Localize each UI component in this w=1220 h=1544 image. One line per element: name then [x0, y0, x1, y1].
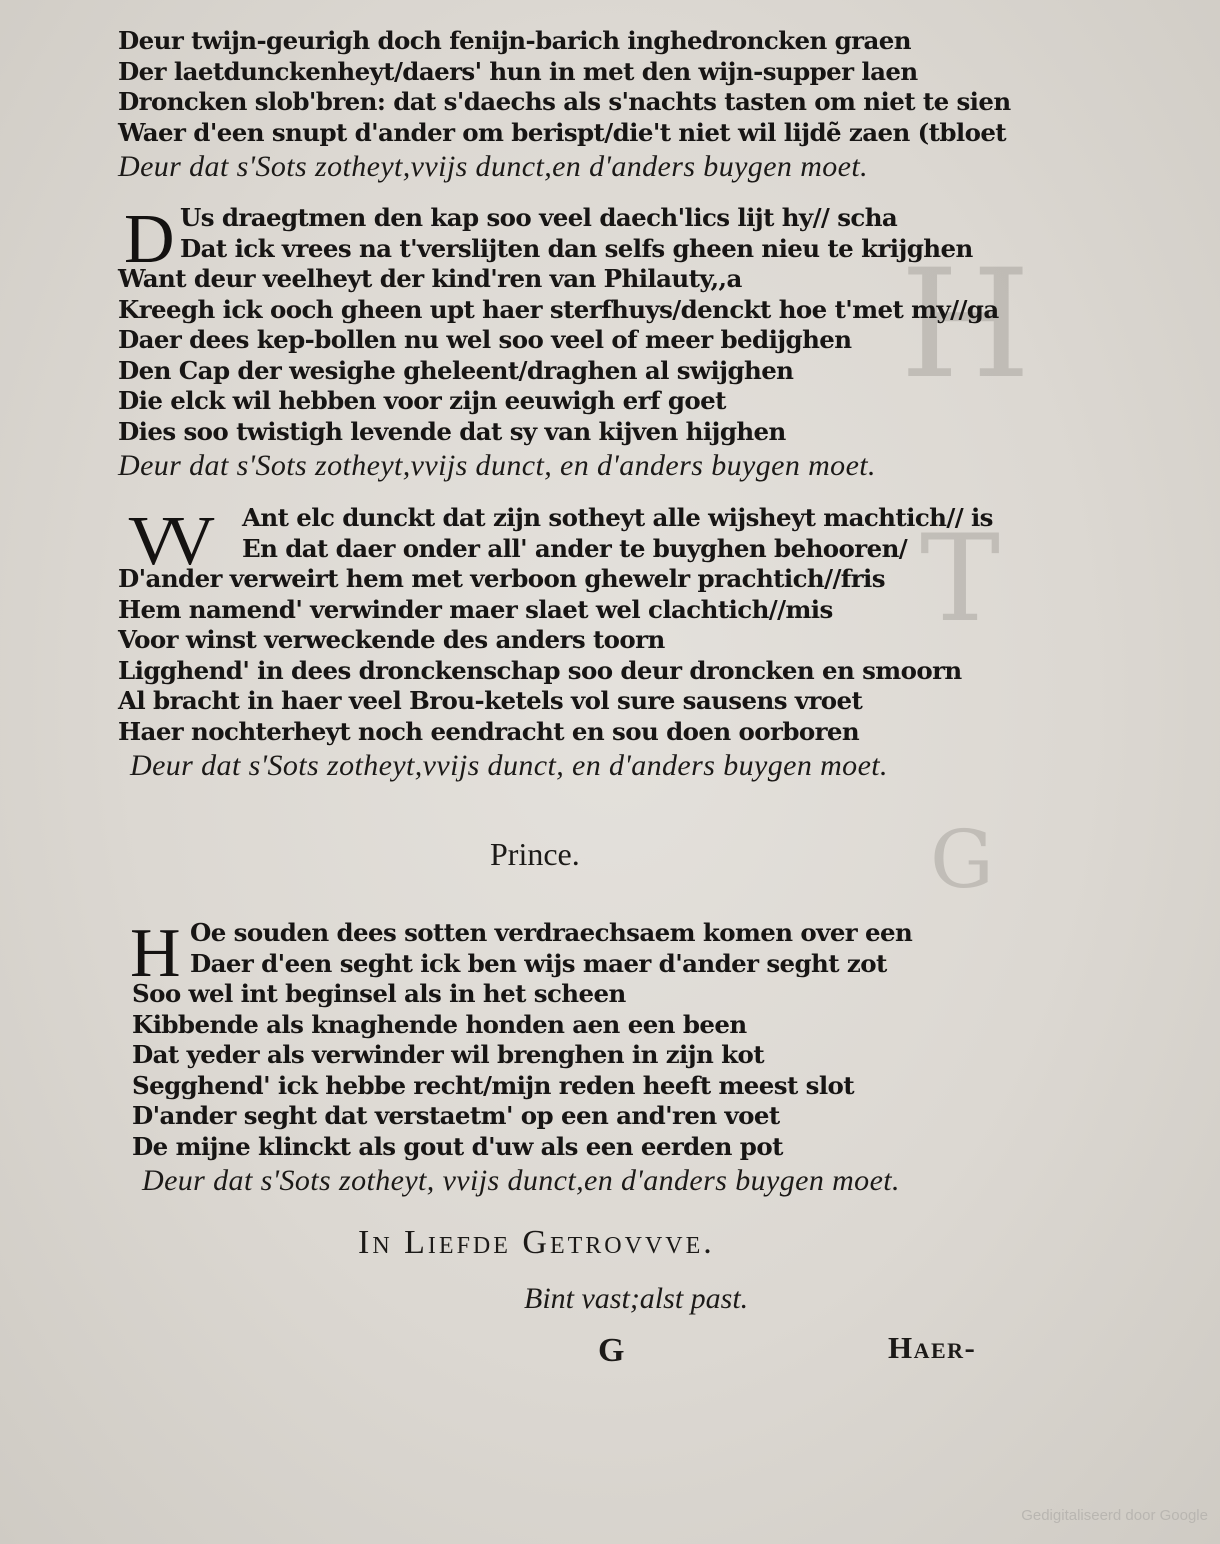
refrain-line: Deur dat s'Sots zotheyt,vvijs dunct, en d'anders buygen moet. — [118, 449, 876, 482]
verse-line: Droncken slob'bren: dat s'daechs als s'nachts tasten om niet te sien — [118, 87, 1011, 116]
drop-cap: H — [130, 915, 181, 992]
signature-mark: G — [598, 1332, 625, 1369]
stanza-vv — [118, 503, 1001, 782]
stanza-h — [118, 915, 998, 1197]
verse-line: Haer nochterheyt noch eendracht en sou doen oorboren — [118, 716, 860, 746]
verse-line: Daer d'een seght ick ben wijs maer d'ander seght zot — [190, 948, 887, 978]
verse-line: Us draegtmen den kap soo veel daech'lics lijt hy// scha — [180, 203, 898, 232]
refrain-line: Deur dat s'Sots zotheyt,vvijs dunct, en d'anders buygen moet. — [130, 749, 888, 782]
verse-line: Voor winst verweckende des anders toorn — [118, 625, 665, 654]
show-through-bleed: H — [900, 238, 1031, 412]
stanza-d — [118, 203, 998, 482]
verse-line: Soo wel int beginsel als in het scheen — [132, 979, 626, 1008]
verse-line: Segghend' ick hebbe recht/mijn reden heeft meest slot — [132, 1070, 854, 1100]
verse-line: Want deur veelheyt der kind'ren van Philauty,,a — [118, 264, 742, 293]
drop-cap: D — [124, 201, 175, 278]
verse-line: Dat ick vrees na t'verslijten dan selfs gheen nieu te krijghen — [180, 233, 973, 263]
verse-line: Al bracht in haer veel Brou-ketels vol sure sausens vroet — [118, 686, 863, 715]
verse-line: Dies soo twistigh levende dat sy van kijven hijghen — [118, 416, 786, 446]
verse-line: Die elck wil hebben voor zijn eeuwigh erf goet — [118, 386, 726, 415]
chamber-motto: In Liefde Getrovvve. — [358, 1224, 715, 1261]
digitization-watermark: Gedigitaliseerd door Google — [1021, 1507, 1208, 1524]
verse-line: Dat yeder als verwinder wil brenghen in zijn kot — [132, 1040, 765, 1069]
stanza-top — [118, 26, 1011, 183]
refrain-line: Deur dat s'Sots zotheyt,vvijs dunct,en d'anders buygen moet. — [118, 150, 869, 183]
verse-line: Kibbende als knaghende honden aen een been — [132, 1009, 747, 1039]
verse-line: En dat daer onder all' ander te buyghen behooren/ — [242, 533, 908, 563]
verse-line: Hem namend' verwinder maer slaet wel clachtich//mis — [118, 594, 833, 624]
verse-line: Den Cap der wesighe gheleent/draghen al swijghen — [118, 355, 794, 385]
verse-line: D'ander verweirt hem met verboon ghewelr prachtich//fris — [118, 564, 885, 593]
verse-line: De mijne klinckt als gout d'uw als een eerden pot — [132, 1131, 783, 1161]
verse-line: Oe souden dees sotten verdraechsaem komen over een — [190, 918, 913, 947]
show-through-bleed: G — [930, 813, 994, 906]
refrain-line: Deur dat s'Sots zotheyt, vvijs dunct,en d'anders buygen moet. — [142, 1164, 900, 1197]
show-through-bleed: T — [920, 510, 1001, 649]
verse-line: Daer dees kep-bollen nu wel soo veel of meer bedijghen — [118, 325, 852, 354]
chamber-device: Bint vast;alst past. — [524, 1282, 749, 1315]
drop-cap: VV — [128, 503, 202, 580]
verse-line: Waer d'een snupt d'ander om berispt/die't niet wil lijdẽ zaen (tbloet — [118, 117, 1007, 147]
section-heading-prince: Prince. — [490, 836, 580, 872]
verse-line: Kreegh ick ooch gheen upt haer sterfhuys/denckt hoe t'met my//ga — [118, 294, 999, 324]
verse-line: Ligghend' in dees dronckenschap soo deur droncken en smoorn — [118, 655, 962, 685]
verse-line: Deur twijn-geurigh doch fenijn-barich inghedroncken graen — [118, 26, 911, 55]
catchword: Haer- — [888, 1330, 977, 1365]
verse-line: Der laetdunckenheyt/daers' hun in met den wijn-supper laen — [118, 56, 918, 86]
verse-line: D'ander seght dat verstaetm' op een and'ren voet — [132, 1101, 780, 1130]
verse-line: Ant elc dunckt dat zijn sotheyt alle wijsheyt machtich// is — [242, 503, 993, 532]
